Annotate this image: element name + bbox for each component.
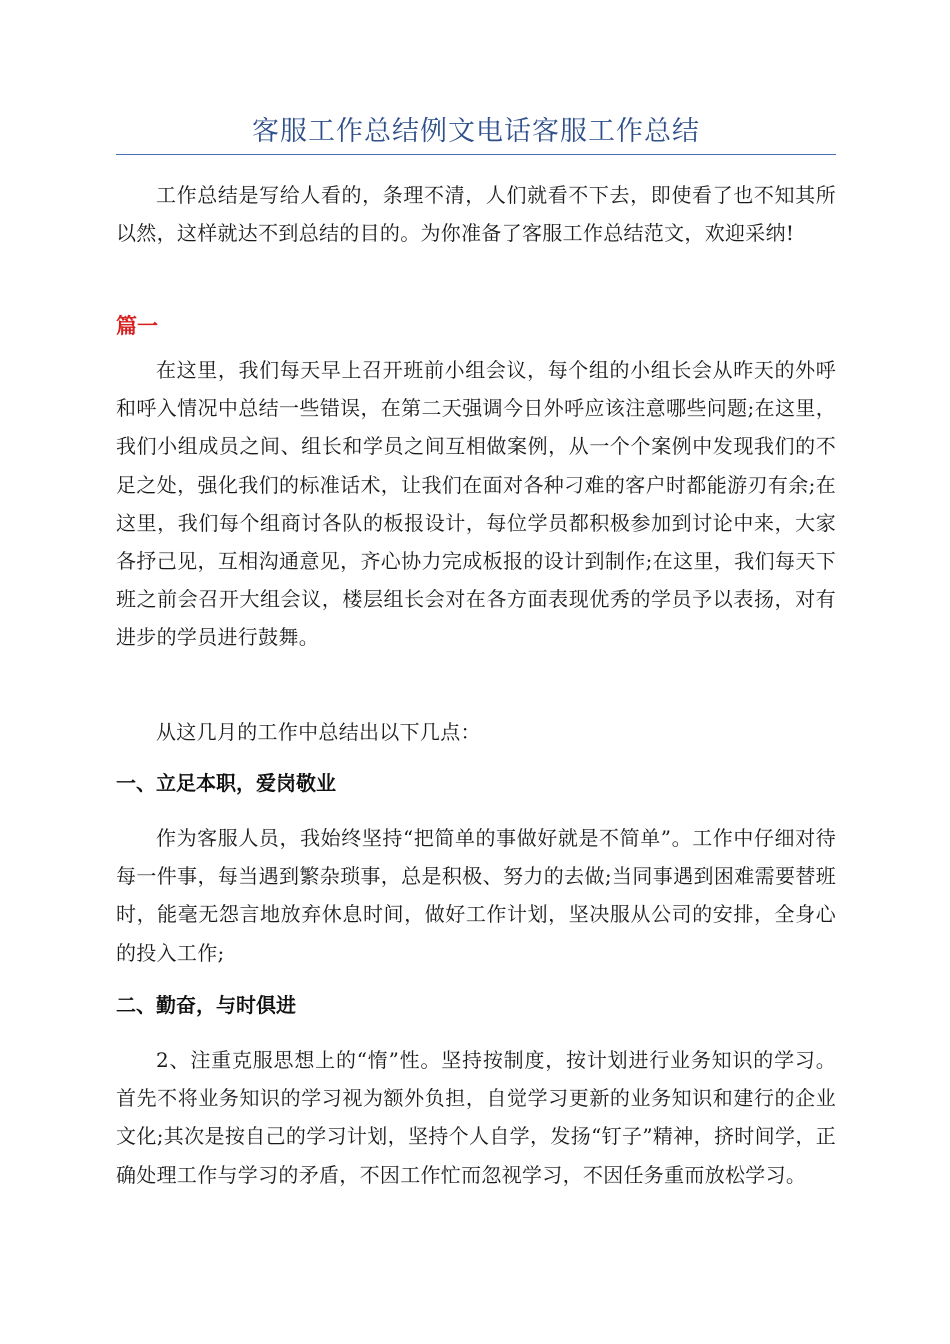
point-two-heading: 二、勤奋，与时俱进: [116, 993, 296, 1017]
title-underline: [116, 154, 836, 155]
point-one-paragraph: 作为客服人员，我始终坚持“把简单的事做好就是不简单”。工作中仔细对待每一件事，每当遇到繁杂琐事，总是积极、努力的去做;当同事遇到困难需要替班时，能毫无怨言地放弃休息时间，做好工作计划，坚决服从公司的安排，全身心的投入工作;: [116, 826, 836, 965]
point-two-paragraph: 2、注重克服思想上的“惰”性。坚持按制度，按计划进行业务知识的学习。首先不将业务知识的学习视为额外负担，自觉学习更新的业务知识和建行的企业文化;其次是按自己的学习计划，坚持个人自学，发扬“钉子”精神，挤时间学，正确处理工作与学习的矛盾，不因工作忙而忽视学习，不因任务重而放松学习。: [116, 1048, 836, 1187]
section-heading-part-one: 篇一: [116, 314, 158, 338]
summary-line: 从这几月的工作中总结出以下几点：: [156, 720, 481, 744]
point-one-heading: 一、立足本职，爱岗敬业: [116, 771, 336, 795]
document-title: 客服工作总结例文电话客服工作总结: [252, 116, 700, 147]
section-one-paragraph: 在这里，我们每天早上召开班前小组会议，每个组的小组长会从昨天的外呼和呼入情况中总结一些错误，在第二天强调今日外呼应该注意哪些问题;在这里，我们小组成员之间、组长和学员之间互相做案例，从一个个案例中发现我们的不足之处，强化我们的标准话术，让我们在面对各种刁难的客户时都能游刃有余;在这里，我们每个组商讨各队的板报设计，每位学员都积极参加到讨论中来，大家各抒己见，互相沟通意见，齐心协力完成板报的设计到制作;在这里，我们每天下班之前会召开大组会议，楼层组长会对在各方面表现优秀的学员予以表扬，对有进步的学员进行鼓舞。: [116, 358, 836, 650]
intro-paragraph: 工作总结是写给人看的，条理不清，人们就看不下去，即使看了也不知其所以然，这样就达不到总结的目的。为你准备了客服工作总结范文，欢迎采纳!: [116, 183, 836, 246]
